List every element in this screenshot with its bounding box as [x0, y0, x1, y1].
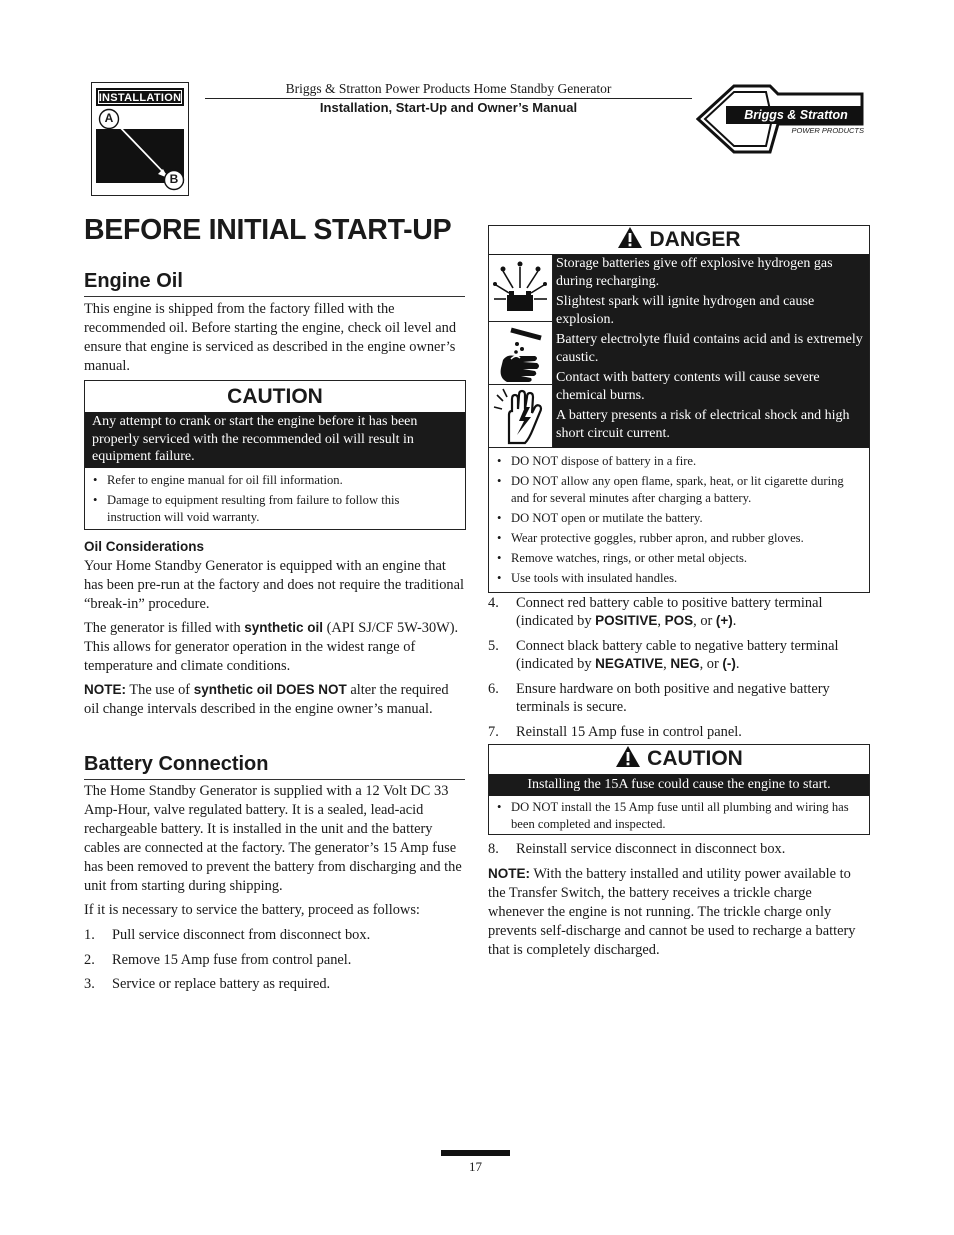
note-text: With the battery installed and utility power available to the Transfer Switch, the battery receives a trickle charge whenever the engine is not running. The trickle charge only prevents self-discharge and cannot be used to recharge a battery that is completely discharged.	[488, 866, 856, 958]
danger-box	[488, 225, 870, 593]
synthetic-oil-emphasis: synthetic oil	[244, 620, 324, 635]
step-item	[84, 951, 468, 969]
danger-bullet: • DO NOT allow any open flame, spark, heat, or lit cigarette during and for several minutes after charging a battery.	[489, 473, 859, 507]
battery-connection-rule	[84, 779, 465, 780]
note-emphasis: synthetic oil DOES NOT	[193, 682, 347, 697]
fuse-caution-title-row	[489, 745, 869, 774]
minus-label: (-)	[722, 656, 736, 671]
fuse-caution-box	[488, 744, 870, 835]
fuse-caution-bullet: • DO NOT install the 15 Amp fuse until all plumbing and wiring has been completed and inspected.	[489, 799, 863, 833]
danger-bullet: • DO NOT dispose of battery in a fire.	[489, 453, 859, 470]
step-number: 5.	[488, 638, 499, 654]
header-divider	[205, 98, 692, 99]
danger-bullets	[489, 453, 859, 587]
danger-message: Storage batteries give off explosive hydrogen gas during recharging.	[556, 256, 833, 289]
note-label: NOTE:	[84, 682, 126, 697]
step-text: Service or replace battery as required.	[112, 976, 331, 992]
text-run: .	[732, 613, 737, 629]
danger-bullet: • DO NOT open or mutilate the battery.	[489, 510, 859, 527]
step-text: Connect black battery cable to negative battery terminal (indicated by	[516, 638, 839, 672]
text-run: (API SJ/CF 5W-30W). This allows for generator operation in the widest range of temperature and climate conditions.	[84, 620, 459, 674]
step-item	[84, 975, 468, 993]
briggs-stratton-logo	[696, 84, 870, 154]
step-item	[488, 637, 870, 673]
step-text: Reinstall 15 Amp fuse in control panel.	[516, 724, 742, 740]
battery-step-8	[488, 840, 870, 858]
page-title: BEFORE INITIAL START-UP	[84, 214, 452, 246]
oil-caution-message: Any attempt to crank or start the engine before it has been properly serviced with the recommended oil will result in equipment failure.	[85, 412, 465, 468]
logo-wordmark: Briggs & Stratton	[744, 108, 848, 122]
danger-message: A battery presents a risk of electrical shock and high short circuit current.	[556, 408, 850, 441]
text-run: The use of	[126, 682, 194, 698]
page-number: 17	[469, 1159, 482, 1174]
corrosive-hand-icon	[489, 322, 553, 385]
danger-bullet: • Use tools with insulated handles.	[489, 570, 859, 587]
negative-label: NEGATIVE	[595, 656, 664, 671]
note-label: NOTE:	[488, 866, 530, 881]
oil-considerations-p2	[84, 618, 466, 676]
battery-steps-left	[84, 926, 468, 993]
pos-label: POS	[664, 613, 694, 628]
step-number: 3.	[84, 976, 95, 992]
header-manual-title: Installation, Start-Up and Owner’s Manual	[319, 100, 578, 115]
fuse-caution-title: CAUTION	[647, 747, 743, 770]
step-number: 2.	[84, 951, 95, 968]
trickle-charge-note	[488, 864, 868, 960]
step-number: 8.	[488, 841, 499, 857]
step-item	[488, 723, 870, 741]
logo-subtitle: POWER PRODUCTS	[791, 126, 864, 135]
warning-triangle-icon	[615, 745, 641, 768]
step-text: Pull service disconnect from disconnect box.	[112, 927, 371, 943]
step-number: 1.	[84, 927, 95, 943]
oil-caution-box	[84, 380, 466, 530]
text-run: The generator is filled with	[84, 620, 245, 636]
danger-messages	[556, 255, 869, 442]
text-run: alter the required oil change intervals described in the engine owner’s manual.	[84, 682, 449, 717]
danger-bullet: • Wear protective goggles, rubber apron, and rubber gloves.	[489, 530, 859, 547]
plus-label: (+)	[715, 613, 733, 628]
badge-label-a: A	[104, 111, 114, 125]
engine-oil-intro: This engine is shipped from the factory filled with the recommended oil. Before starting the engine, check oil level and ensure that engine is serviced as described in the engine owner’s manual.	[84, 301, 457, 374]
step-item	[488, 680, 870, 716]
oil-caution-bullet: • Refer to engine manual for oil fill information.	[85, 472, 447, 489]
neg-label: NEG	[670, 656, 700, 671]
danger-message: Slightest spark will ignite hydrogen and cause explosion.	[556, 294, 815, 327]
engine-oil-rule	[84, 296, 465, 297]
danger-title-row	[489, 226, 869, 254]
text-run: .	[735, 656, 740, 672]
text-run: , or	[693, 613, 716, 629]
battery-steps-right	[488, 594, 870, 741]
header-product-line: Briggs & Stratton Power Products Home Standby Generator	[285, 81, 612, 96]
explosion-icon	[489, 255, 553, 322]
installation-badge	[91, 82, 189, 196]
electric-shock-icon	[489, 385, 553, 448]
battery-connection-heading: Battery Connection	[84, 753, 269, 775]
engine-oil-heading: Engine Oil	[84, 270, 183, 292]
danger-icon-column	[489, 255, 554, 448]
text-run: ,	[663, 656, 671, 672]
danger-message: Battery electrolyte fluid contains acid and is extremely caustic.	[556, 332, 863, 365]
step-number: 7.	[488, 724, 499, 740]
step-text: Reinstall service disconnect in disconnect box.	[516, 841, 786, 857]
badge-title: INSTALLATION	[96, 88, 184, 106]
step-text: Ensure hardware on both positive and negative battery terminals is secure.	[516, 681, 830, 715]
oil-note	[84, 680, 466, 719]
step-text: Remove 15 Amp fuse from control panel.	[112, 951, 352, 968]
positive-label: POSITIVE	[595, 613, 658, 628]
oil-considerations-p1: Your Home Standby Generator is equipped with an engine that has been pre-run at the factory and does not require the traditional “break-in” procedure.	[84, 558, 465, 612]
step-number: 4.	[488, 595, 499, 611]
step-item	[84, 926, 468, 944]
danger-bullet: • Remove watches, rings, or other metal objects.	[489, 550, 859, 567]
danger-message: Contact with battery contents will cause severe chemical burns.	[556, 370, 820, 403]
oil-considerations-heading: Oil Considerations	[84, 539, 205, 554]
text-run: , or	[699, 656, 723, 672]
battery-intro: The Home Standby Generator is supplied with a 12 Volt DC 33 Amp-Hour, valve regulated battery. It is a sealed, lead-acid rechargeable battery. It is installed in the unit and the battery cables are connected at the factory. The generator’s 15 Amp fuse has been removed to prevent the battery from discharging and the unit from starting during shipping.	[84, 783, 462, 894]
footer-bar	[441, 1150, 510, 1156]
step-text: Connect red battery cable to positive battery terminal (indicated by	[516, 595, 823, 629]
danger-title: DANGER	[649, 228, 741, 251]
warning-triangle-icon	[617, 226, 643, 249]
badge-label-b: B	[169, 172, 179, 186]
battery-service-intro: If it is necessary to service the battery, proceed as follows:	[84, 902, 420, 918]
oil-caution-title: CAUTION	[227, 385, 323, 408]
text-run: ,	[657, 613, 665, 629]
step-item	[488, 840, 870, 858]
step-item	[488, 594, 870, 630]
fuse-caution-message: Installing the 15A fuse could cause the engine to start.	[489, 774, 869, 796]
oil-caution-bullet: • Damage to equipment resulting from failure to follow this instruction will void warranty.	[85, 492, 447, 526]
step-number: 6.	[488, 681, 499, 697]
